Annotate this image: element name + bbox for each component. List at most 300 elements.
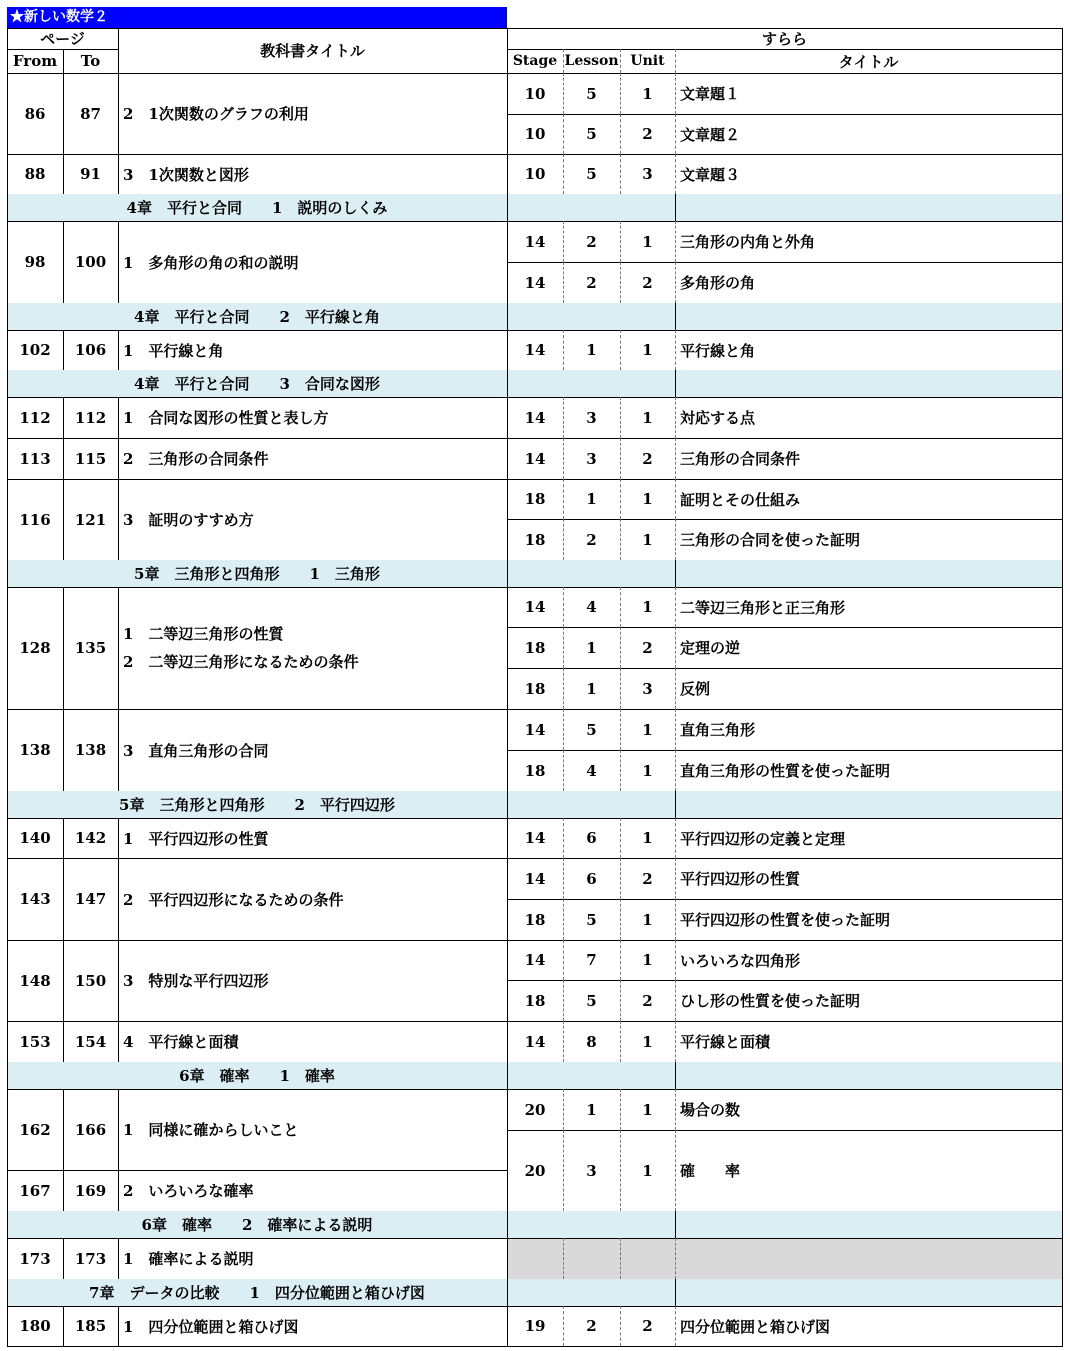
- section-heading: 4章 平行と合同 2 平行線と角: [134, 308, 380, 326]
- stage-cell: 20: [524, 1100, 546, 1119]
- page-from: 173: [19, 1249, 51, 1268]
- grid-line: [1062, 370, 1063, 398]
- stage-cell: 14: [524, 341, 546, 359]
- grid-line: [63, 438, 64, 480]
- grid-line: [507, 28, 508, 74]
- surala-title-cell: ひし形の性質を使った証明: [680, 992, 861, 1010]
- unit-cell: 1: [642, 720, 653, 739]
- grid-line: [1062, 28, 1063, 74]
- grid-line: [1062, 397, 1063, 439]
- grid-line-dashed: [620, 709, 621, 750]
- page-to: 185: [74, 1317, 107, 1335]
- grid-line-dashed: [620, 154, 621, 194]
- grid-line: [118, 818, 119, 859]
- stage-cell: 14: [524, 408, 546, 427]
- grid-line: [7, 587, 8, 710]
- grid-line-dashed: [620, 438, 621, 479]
- grid-line: [7, 1279, 8, 1307]
- grid-line-dashed: [675, 330, 676, 370]
- grid-line-dashed: [675, 858, 676, 899]
- surala-title-cell: 平行四辺形の性質: [680, 870, 801, 888]
- grid-line-dashed: [675, 114, 676, 154]
- to-header: To: [80, 52, 101, 70]
- stage-cell: 14: [524, 869, 546, 888]
- surala-title-cell: いろいろな四角形: [680, 951, 801, 970]
- stage-cell: 14: [524, 598, 546, 616]
- grid-line: [7, 397, 8, 439]
- grid-line: [63, 221, 64, 304]
- grid-line: [118, 1089, 119, 1171]
- grid-line-dashed: [620, 262, 621, 303]
- grid-line: [7, 560, 8, 588]
- section-heading: 6章 確率 1 確率: [179, 1067, 335, 1085]
- grid-line: [1062, 1279, 1063, 1307]
- grid-line: [63, 1306, 64, 1347]
- grid-line: [7, 154, 8, 195]
- lesson-cell: 3: [586, 1161, 597, 1180]
- stage-cell: 14: [524, 232, 546, 251]
- textbook-item: 4 平行線と面積: [123, 1033, 239, 1051]
- unit-cell: 3: [642, 679, 653, 698]
- grid-line-dashed: [620, 114, 621, 154]
- grid-line: [118, 709, 119, 792]
- lesson-cell: 8: [586, 1032, 597, 1051]
- page-to: 91: [80, 165, 101, 183]
- lesson-cell: 1: [586, 679, 597, 698]
- title-header: タイトル: [838, 52, 899, 71]
- lesson-cell: 5: [586, 165, 597, 183]
- unit-cell: 1: [642, 530, 653, 549]
- textbook-item: 1 多角形の角の和の説明: [123, 253, 299, 272]
- unit-cell: 1: [642, 761, 653, 780]
- stage-cell: 14: [524, 273, 546, 292]
- grid-line: [1062, 479, 1063, 561]
- stage-cell: 10: [524, 125, 546, 143]
- grid-line: [118, 330, 119, 371]
- page-to: 138: [74, 741, 107, 759]
- grid-line: [118, 1238, 119, 1280]
- surala-title-cell: 直角三角形: [680, 721, 756, 739]
- grid-line: [7, 370, 8, 398]
- lesson-cell: 5: [586, 125, 597, 143]
- lesson-cell: 5: [586, 910, 597, 929]
- grid-line-dashed: [675, 627, 676, 668]
- grid-line-dashed: [620, 73, 621, 114]
- page-from: 140: [19, 829, 51, 847]
- grid-line: [63, 709, 64, 792]
- grid-line: [63, 49, 64, 74]
- grid-line-dashed: [563, 262, 564, 303]
- grid-line: [1062, 154, 1063, 195]
- grid-line-dashed: [675, 940, 676, 980]
- textbook-item: 3 直角三角形の合同: [123, 741, 269, 760]
- textbook-item: 1 同様に確からしいこと: [123, 1121, 299, 1139]
- grid-line: [1062, 1062, 1063, 1090]
- grid-line: [1062, 818, 1063, 859]
- grid-line-dashed: [620, 1021, 621, 1062]
- grid-line: [1062, 560, 1063, 588]
- surala-title-cell: 三角形の合同条件: [680, 450, 801, 468]
- grid-line-dashed: [563, 709, 564, 750]
- grid-line-dashed: [675, 709, 676, 750]
- grid-line-dashed: [563, 1021, 564, 1062]
- grid-line-dashed: [563, 221, 564, 262]
- stage-cell: 18: [524, 991, 546, 1010]
- grid-line-dashed: [675, 1306, 676, 1346]
- grid-line-dashed: [563, 49, 564, 73]
- lesson-cell: 3: [586, 449, 597, 468]
- stage-cell: 19: [524, 1317, 546, 1335]
- book-title-bar: ★新しい数学２: [7, 7, 507, 28]
- page-to: 147: [74, 890, 107, 908]
- grid-line: [7, 438, 8, 480]
- textbook-item: 1 平行四辺形の性質: [123, 829, 269, 848]
- lesson-header: Lesson: [564, 53, 619, 69]
- grid-line-dashed: [675, 438, 676, 479]
- stage-cell: 10: [524, 84, 546, 103]
- grid-line-dashed: [620, 980, 621, 1021]
- page-from: 116: [19, 510, 51, 529]
- surala-title-cell: 平行四辺形の性質を使った証明: [680, 911, 891, 929]
- page-to: 169: [74, 1181, 107, 1200]
- surala-title-cell: 平行線と角: [680, 341, 756, 360]
- grid-line-dashed: [675, 154, 676, 194]
- lesson-cell: 7: [586, 951, 597, 969]
- surala-title-cell: 文章題１: [680, 85, 741, 103]
- grid-line-dashed: [675, 899, 676, 940]
- textbook-item: 1 二等辺三角形の性質: [123, 625, 284, 643]
- page-to: 115: [74, 449, 107, 468]
- stage-cell: 14: [524, 720, 546, 739]
- grid-line: [7, 73, 8, 155]
- textbook-item: 1 四分位範囲と箱ひげ図: [123, 1317, 299, 1336]
- grid-line: [63, 330, 64, 371]
- surala-title-cell: 反例: [680, 680, 711, 698]
- section-heading: 5章 三角形と四角形 1 三角形: [134, 565, 380, 583]
- grid-line-dashed: [620, 750, 621, 791]
- page-from: 86: [24, 104, 46, 123]
- stage-cell: 18: [524, 679, 546, 698]
- grid-line-dashed: [563, 1130, 564, 1211]
- grid-line-dashed: [620, 818, 621, 858]
- stage-cell: 20: [524, 1161, 546, 1180]
- page-to: 173: [74, 1249, 107, 1268]
- surala-title-cell: 場合の数: [680, 1101, 741, 1119]
- stage-cell: 14: [524, 829, 546, 847]
- page-to: 87: [80, 104, 101, 123]
- lesson-cell: 1: [586, 638, 597, 657]
- grid-line: [1062, 330, 1063, 371]
- grid-line: [7, 1089, 8, 1171]
- grid-line: [675, 370, 676, 398]
- grid-line-dashed: [563, 519, 564, 560]
- textbook-title-header: 教科書タイトル: [260, 42, 365, 60]
- grid-line: [118, 221, 119, 304]
- grid-line: [7, 221, 8, 304]
- textbook-item: 2 三角形の合同条件: [123, 450, 269, 468]
- grid-line: [7, 791, 8, 819]
- lesson-cell: 1: [586, 1100, 597, 1119]
- grid-line-dashed: [620, 1306, 621, 1346]
- grid-line: [63, 397, 64, 439]
- grid-line: [7, 1306, 8, 1347]
- lesson-cell: 2: [586, 232, 597, 251]
- grid-line: [63, 1238, 64, 1280]
- grid-line: [118, 438, 119, 480]
- surala-title-cell: 確 率: [680, 1162, 741, 1180]
- stage-cell: 18: [524, 490, 546, 508]
- surala-title-cell: 対応する点: [680, 409, 756, 427]
- grid-line-dashed: [675, 479, 676, 519]
- grid-line-dashed: [620, 668, 621, 709]
- page-from: 138: [19, 741, 51, 759]
- grid-line: [675, 303, 676, 331]
- grid-line-dashed: [675, 1238, 676, 1279]
- textbook-item: 3 1次関数と図形: [123, 165, 249, 184]
- textbook-item: 2 1次関数のグラフの利用: [123, 105, 309, 123]
- grid-line-dashed: [620, 858, 621, 899]
- grid-line-dashed: [563, 899, 564, 940]
- stage-cell: 18: [524, 910, 546, 929]
- grid-line-dashed: [620, 1130, 621, 1211]
- unit-cell: 2: [642, 869, 653, 888]
- grid-line: [1062, 1130, 1063, 1212]
- page-from: 88: [24, 165, 46, 183]
- grid-line-dashed: [563, 1238, 564, 1279]
- grid-line-dashed: [563, 980, 564, 1021]
- grid-line: [7, 1170, 8, 1212]
- grid-line: [7, 709, 8, 792]
- grid-line: [118, 28, 119, 74]
- surala-title-cell: 四分位範囲と箱ひげ図: [680, 1317, 831, 1336]
- grid-line: [118, 940, 119, 1022]
- grid-line: [1062, 1211, 1063, 1239]
- unit-cell: 2: [642, 638, 653, 657]
- grid-line-dashed: [563, 73, 564, 114]
- grid-line: [507, 1279, 508, 1307]
- surala-title-cell: 三角形の内角と外角: [680, 233, 816, 251]
- grid-line: [507, 49, 1063, 50]
- grid-line-dashed: [563, 1306, 564, 1346]
- page-from: 162: [19, 1120, 51, 1139]
- page-to: 135: [74, 639, 107, 657]
- grid-line: [7, 858, 8, 941]
- unit-cell: 2: [642, 273, 653, 292]
- page-from: 98: [24, 253, 46, 271]
- unit-cell: 1: [642, 1100, 653, 1119]
- grid-line-dashed: [620, 1238, 621, 1279]
- from-header: From: [12, 52, 58, 70]
- grid-line: [118, 1170, 119, 1212]
- surala-title-cell: 定理の逆: [680, 639, 741, 657]
- grid-line: [507, 194, 508, 222]
- unit-cell: 1: [642, 1032, 653, 1051]
- textbook-item: 1 確率による説明: [123, 1250, 254, 1268]
- grid-line: [507, 1062, 508, 1090]
- unit-cell: 1: [642, 341, 653, 359]
- surala-title-cell: 文章題２: [680, 125, 741, 144]
- page-from: 180: [19, 1317, 51, 1335]
- grid-line: [118, 154, 119, 195]
- grid-line-dashed: [620, 940, 621, 980]
- page-from: 167: [19, 1181, 51, 1200]
- grid-line: [675, 1279, 676, 1307]
- stage-cell: 18: [524, 530, 546, 549]
- section-heading: 4章 平行と合同 3 合同な図形: [134, 375, 380, 393]
- page-to: 100: [74, 253, 107, 271]
- grid-line: [118, 1021, 119, 1063]
- unit-cell: 2: [642, 1317, 653, 1335]
- grid-line: [7, 1062, 8, 1090]
- surala-title-cell: 平行四辺形の定義と定理: [680, 829, 846, 848]
- grid-line-dashed: [563, 940, 564, 980]
- grid-line: [675, 194, 676, 222]
- grid-line: [675, 791, 676, 819]
- grid-line-dashed: [563, 587, 564, 627]
- grid-line: [507, 303, 508, 331]
- textbook-item: 2 平行四辺形になるための条件: [123, 890, 344, 909]
- page-to: 121: [74, 510, 107, 529]
- section-heading: 6章 確率 2 確率による説明: [141, 1216, 373, 1234]
- grid-line-dashed: [675, 1130, 676, 1211]
- grid-line-dashed: [620, 899, 621, 940]
- page-from: 143: [19, 890, 51, 908]
- grid-line: [7, 479, 8, 561]
- grid-line-dashed: [620, 49, 621, 73]
- grid-line: [675, 1062, 676, 1090]
- surala-title-cell: 証明とその仕組み: [680, 490, 801, 509]
- stage-cell: 18: [524, 761, 546, 780]
- unit-cell: 1: [642, 951, 653, 969]
- grid-line-dashed: [563, 397, 564, 438]
- grid-line: [63, 479, 64, 561]
- grid-line: [63, 1170, 64, 1212]
- grid-line-dashed: [563, 114, 564, 154]
- pages-header: ページ: [40, 30, 85, 48]
- page-from: 102: [19, 341, 51, 359]
- grid-line-dashed: [675, 73, 676, 114]
- unit-cell: 1: [642, 490, 653, 508]
- lesson-cell: 6: [586, 869, 597, 888]
- grid-line: [507, 791, 508, 819]
- grid-line-dashed: [675, 221, 676, 262]
- grid-line: [63, 1021, 64, 1063]
- unit-cell: 1: [642, 84, 653, 103]
- unit-cell: 2: [642, 991, 653, 1010]
- page-from: 112: [19, 408, 51, 427]
- surala-header: すらら: [761, 30, 807, 48]
- stage-cell: 14: [524, 449, 546, 468]
- grid-line: [7, 1238, 8, 1280]
- grid-line: [675, 560, 676, 588]
- textbook-item: 1 平行線と角: [123, 341, 224, 360]
- surala-title-cell: 平行線と面積: [680, 1033, 771, 1051]
- page-to: 106: [74, 341, 107, 359]
- grid-line: [1062, 791, 1063, 819]
- grid-line: [63, 818, 64, 859]
- section-heading: 7章 データの比較 1 四分位範囲と箱ひげ図: [89, 1284, 425, 1302]
- grid-line: [7, 303, 8, 331]
- grid-line: [7, 28, 1063, 29]
- grid-line-dashed: [675, 668, 676, 709]
- grid-line: [507, 1346, 1063, 1347]
- page-to: 112: [74, 408, 107, 427]
- grid-line: [1062, 1089, 1063, 1131]
- textbook-item-group: [118, 587, 507, 709]
- grid-line-dashed: [675, 519, 676, 560]
- surala-title-cell: 多角形の角: [680, 274, 756, 292]
- grid-line: [7, 194, 8, 222]
- surala-title-cell: 三角形の合同を使った証明: [680, 531, 861, 549]
- lesson-cell: 4: [586, 598, 597, 616]
- surala-title-cell: 文章題３: [680, 165, 741, 184]
- lesson-cell: 1: [586, 341, 597, 359]
- grid-line-dashed: [620, 519, 621, 560]
- grid-line: [118, 587, 119, 710]
- unit-cell: 2: [642, 125, 653, 143]
- grid-line: [7, 940, 8, 1022]
- grid-line-dashed: [563, 858, 564, 899]
- grid-line-dashed: [563, 330, 564, 370]
- lesson-cell: 2: [586, 530, 597, 549]
- grid-line: [118, 858, 119, 941]
- grid-line: [1062, 194, 1063, 222]
- grid-line: [7, 1211, 8, 1239]
- unit-cell: 1: [642, 232, 653, 251]
- grid-line: [1062, 587, 1063, 710]
- grid-line: [63, 858, 64, 941]
- grid-line: [63, 1089, 64, 1171]
- lesson-cell: 1: [586, 490, 597, 508]
- unit-cell: 3: [642, 165, 653, 183]
- unit-cell: 2: [642, 449, 653, 468]
- grid-line: [63, 940, 64, 1022]
- grid-line-dashed: [620, 479, 621, 519]
- unit-header: Unit: [630, 53, 665, 69]
- lesson-cell: 5: [586, 720, 597, 739]
- unit-cell: 1: [642, 910, 653, 929]
- grid-line-dashed: [563, 154, 564, 194]
- stage-cell: 14: [524, 1032, 546, 1051]
- grid-line: [1062, 1021, 1063, 1063]
- lesson-cell: 5: [586, 84, 597, 103]
- lesson-cell: 2: [586, 1317, 597, 1335]
- grid-line: [7, 818, 8, 859]
- page-to: 142: [74, 829, 107, 847]
- page-from: 113: [19, 449, 51, 468]
- grid-line: [7, 1021, 8, 1063]
- grid-line: [63, 73, 64, 155]
- grid-line-dashed: [620, 330, 621, 370]
- unit-cell: 1: [642, 598, 653, 616]
- grid-line-dashed: [620, 221, 621, 262]
- page-to: 150: [74, 971, 107, 990]
- grid-line-dashed: [620, 587, 621, 627]
- page-from: 148: [19, 971, 51, 990]
- grid-line-dashed: [563, 438, 564, 479]
- textbook-item: 2 いろいろな確率: [123, 1182, 254, 1200]
- textbook-item: 2 二等辺三角形になるための条件: [123, 653, 359, 671]
- section-heading: 4章 平行と合同 1 説明のしくみ: [126, 199, 388, 217]
- grid-line-dashed: [675, 980, 676, 1021]
- grid-line: [7, 28, 8, 74]
- page-to: 154: [74, 1032, 107, 1051]
- grid-line-dashed: [563, 818, 564, 858]
- stage-cell: 10: [524, 165, 546, 183]
- grid-line-dashed: [675, 587, 676, 627]
- stage-cell: 18: [524, 638, 546, 657]
- page-to: 166: [74, 1120, 107, 1139]
